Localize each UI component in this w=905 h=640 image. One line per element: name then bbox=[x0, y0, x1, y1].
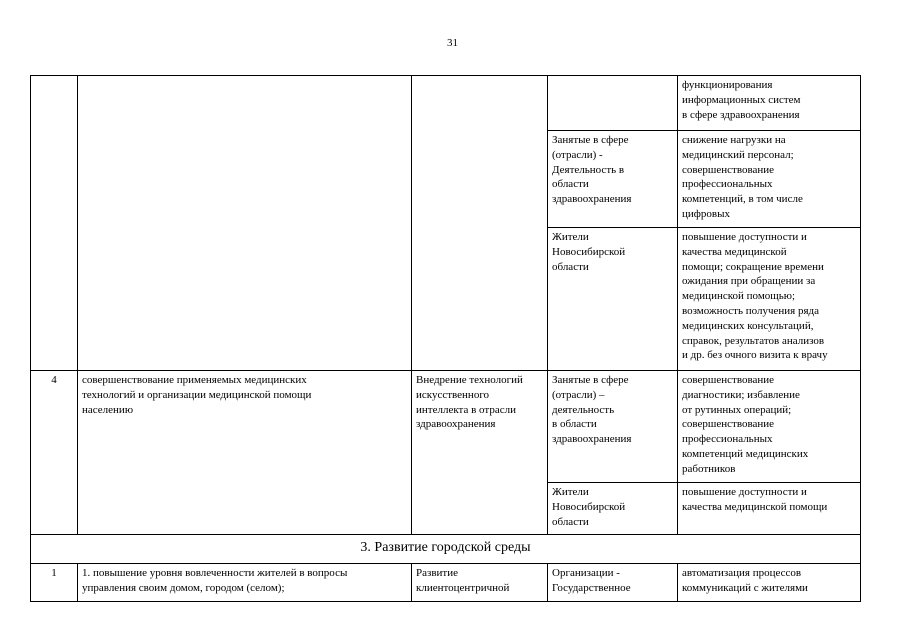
goal-cell bbox=[78, 76, 412, 131]
table-row bbox=[31, 371, 861, 483]
table-row bbox=[31, 76, 861, 131]
group-cell: Занятые в сфере (отрасли) - Деятельность в области здравоохранения bbox=[548, 131, 678, 228]
group-cell: Организации - Государственное bbox=[548, 564, 678, 602]
result-cell: повышение доступности и качества медицинской помощи bbox=[678, 483, 861, 535]
num-cell bbox=[31, 483, 78, 535]
table-row bbox=[31, 564, 861, 602]
table-row bbox=[31, 228, 861, 371]
measure-cell: Внедрение технологий искусственного интеллекта в отрасли здравоохранения bbox=[412, 371, 548, 483]
measure-cell bbox=[412, 131, 548, 228]
measures-table bbox=[30, 75, 861, 602]
section-row bbox=[31, 535, 861, 564]
measure-cell bbox=[412, 483, 548, 535]
result-cell: снижение нагрузки на медицинский персонал; совершенствование профессиональных компетенций, в том числе цифровых bbox=[678, 131, 861, 228]
goal-cell: совершенствование применяемых медицинских технологий и организации медицинской помощи населению bbox=[78, 371, 412, 483]
num-cell: 1 bbox=[31, 564, 78, 602]
measure-cell: Развитие клиентоцентричной bbox=[412, 564, 548, 602]
result-cell: функционирования информационных систем в сфере здравоохранения bbox=[678, 76, 861, 131]
result-cell: совершенствование диагностики; избавление от рутинных операций; совершенствование профессиональных компетенций медицинских работников bbox=[678, 371, 861, 483]
group-cell: Жители Новосибирской области bbox=[548, 228, 678, 371]
goal-cell bbox=[78, 131, 412, 228]
num-cell bbox=[31, 228, 78, 371]
measure-cell bbox=[412, 228, 548, 371]
goal-cell: 1. повышение уровня вовлеченности жителей в вопросы управления своим домом, городом (селом); bbox=[78, 564, 412, 602]
group-cell: Жители Новосибирской области bbox=[548, 483, 678, 535]
table-row bbox=[31, 131, 861, 228]
result-cell: автоматизация процессов коммуникаций с жителями bbox=[678, 564, 861, 602]
num-cell: 4 bbox=[31, 371, 78, 483]
goal-cell bbox=[78, 228, 412, 371]
goal-cell bbox=[78, 483, 412, 535]
page-number: 31 bbox=[447, 37, 458, 49]
result-cell: повышение доступности и качества медицинской помощи; сокращение времени ожидания при обращении за медицинской помощью; возможность получения ряда медицинских консультаций, справок, результатов анализов и др. без очного визита к врачу bbox=[678, 228, 861, 371]
measure-cell bbox=[412, 76, 548, 131]
num-cell bbox=[31, 76, 78, 131]
table-row bbox=[31, 483, 861, 535]
group-cell bbox=[548, 76, 678, 131]
section-title: 3. Развитие городской среды bbox=[31, 535, 861, 564]
num-cell bbox=[31, 131, 78, 228]
group-cell: Занятые в сфере (отрасли) – деятельность в области здравоохранения bbox=[548, 371, 678, 483]
